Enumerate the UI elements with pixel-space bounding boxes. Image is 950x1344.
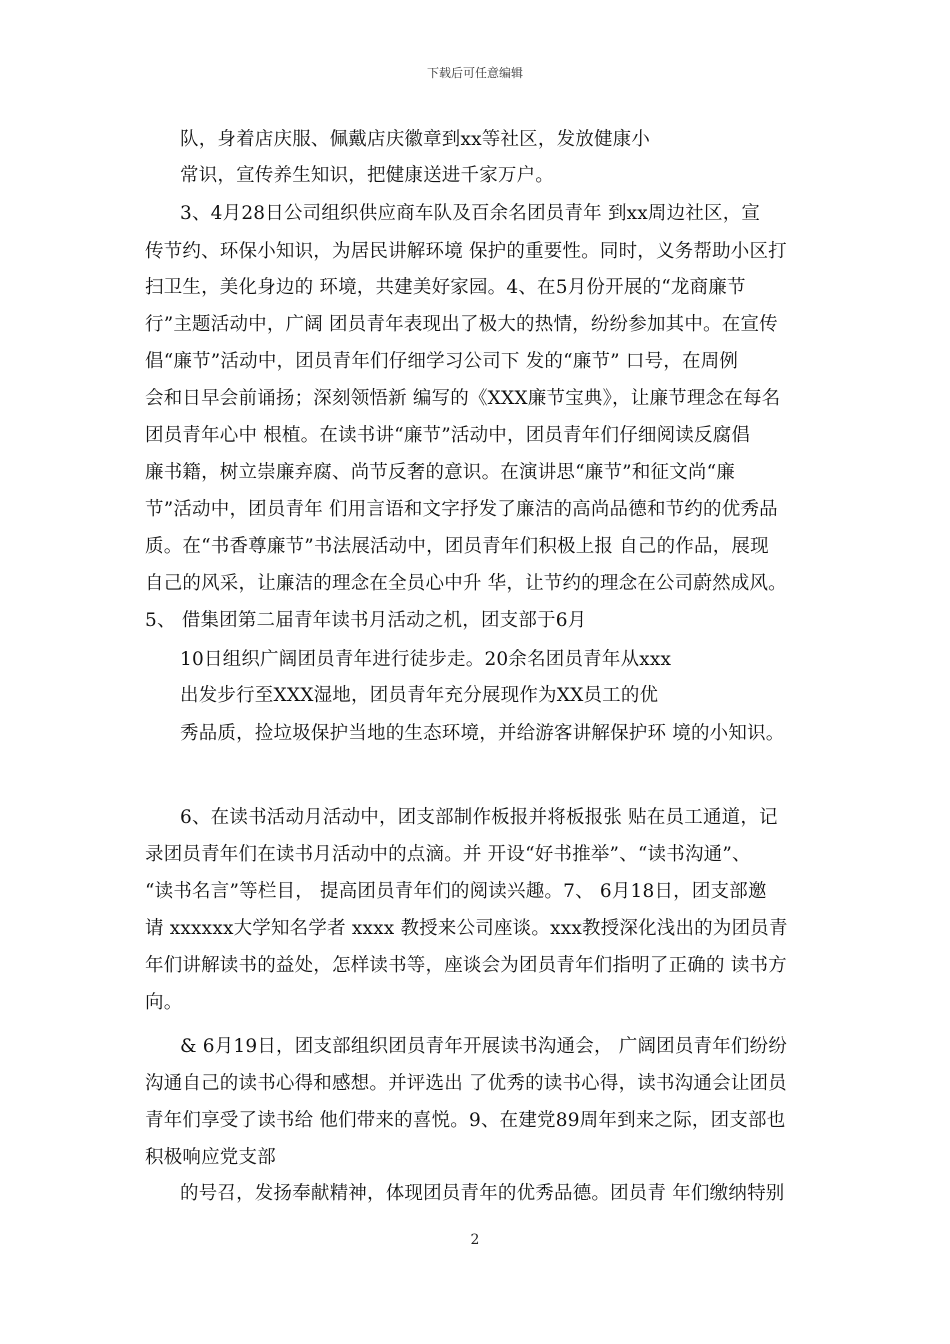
- page-number: 2: [470, 1232, 480, 1248]
- text-line: 请 xxxxxx大学知名学者 xxxx 教授来公司座谈。xxx教授深化浅出的为团员青: [145, 918, 788, 939]
- text-line: 秀品质，捡垃圾保护当地的生态环境，并给游客讲解保护环 境的小知识。: [180, 723, 785, 744]
- text-line: 向。: [145, 992, 183, 1013]
- text-line: 10日组织广阔团员青年进行徒步走。20余名团员青年从xxx: [180, 649, 672, 670]
- text-line: 自己的风采，让廉洁的理念在全员心中升 华，让节约的理念在公司蔚然成风。: [145, 573, 787, 594]
- text-line: 沟通自己的读书心得和感想。并评选出 了优秀的读书心得，读书沟通会让团员: [145, 1073, 787, 1094]
- text-line: 会和日早会前诵扬；深刻领悟新 编写的《XXX廉节宝典》，让廉节理念在每名: [145, 388, 781, 409]
- text-line: 行”主题活动中，广阔 团员青年表现出了极大的热情，纷纷参加其中。在宣传: [145, 314, 778, 335]
- text-line: 团员青年心中 根植。在读书讲“廉节”活动中，团员青年们仔细阅读反腐倡: [145, 425, 751, 446]
- text-line: 积极响应党支部: [145, 1147, 276, 1168]
- text-line: 录团员青年们在读书月活动中的点滴。并 开设“好书推举”、“读书沟通”、: [145, 844, 751, 865]
- text-line: 扫卫生，美化身边的 环境，共建美好家园。4、在5月份开展的“龙商廉节: [145, 277, 746, 298]
- text-line: 年们讲解读书的益处，怎样读书等，座谈会为团员青年们指明了正确的 读书方: [145, 955, 787, 976]
- text-line: 传节约、环保小知识，为居民讲解环境 保护的重要性。同时，义务帮助小区打: [145, 241, 787, 262]
- text-line: 常识，宣传养生知识，把健康送进千家万户。: [180, 165, 555, 186]
- text-line: 6、在读书活动月活动中，团支部制作板报并将板报张 贴在员工通道，记: [180, 807, 778, 828]
- text-line: 5、 借集团第二届青年读书月活动之机，团支部于6月: [145, 610, 587, 631]
- page-header: 下载后可任意编辑: [426, 66, 523, 80]
- text-line: 的号召，发扬奉献精神，体现团员青年的优秀品德。团员青 年们缴纳特别: [180, 1183, 785, 1204]
- text-line: 队，身着店庆服、佩戴店庆徽章到xx等社区，发放健康小: [180, 129, 651, 150]
- text-line: 节”活动中，团员青年 们用言语和文字抒发了廉洁的高尚品德和节约的优秀品: [145, 499, 778, 520]
- text-line: 青年们享受了读书给 他们带来的喜悦。9、在建党89周年到来之际，团支部也: [145, 1110, 786, 1131]
- text-line: 质。在“书香尊廉节”书法展活动中，团员青年们积极上报 自己的作品，展现: [145, 536, 769, 557]
- text-line: 出发步行至XXX湿地，团员青年充分展现作为XX员工的优: [180, 685, 659, 706]
- text-line: “读书名言”等栏目， 提高团员青年们的阅读兴趣。7、 6月18日，团支部邀: [145, 881, 767, 902]
- text-line: 廉书籍，树立崇廉弃腐、尚节反奢的意识。在演讲思“廉节”和征文尚“廉: [145, 462, 735, 483]
- text-line: 3、4月28日公司组织供应商车队及百余名团员青年 到xx周边社区，宣: [180, 203, 761, 224]
- text-line: & 6月19日，团支部组织团员青年开展读书沟通会， 广阔团员青年们纷纷: [180, 1036, 788, 1057]
- text-line: 倡“廉节”活动中，团员青年们仔细学习公司下 发的“廉节” 口号，在周例: [145, 351, 739, 372]
